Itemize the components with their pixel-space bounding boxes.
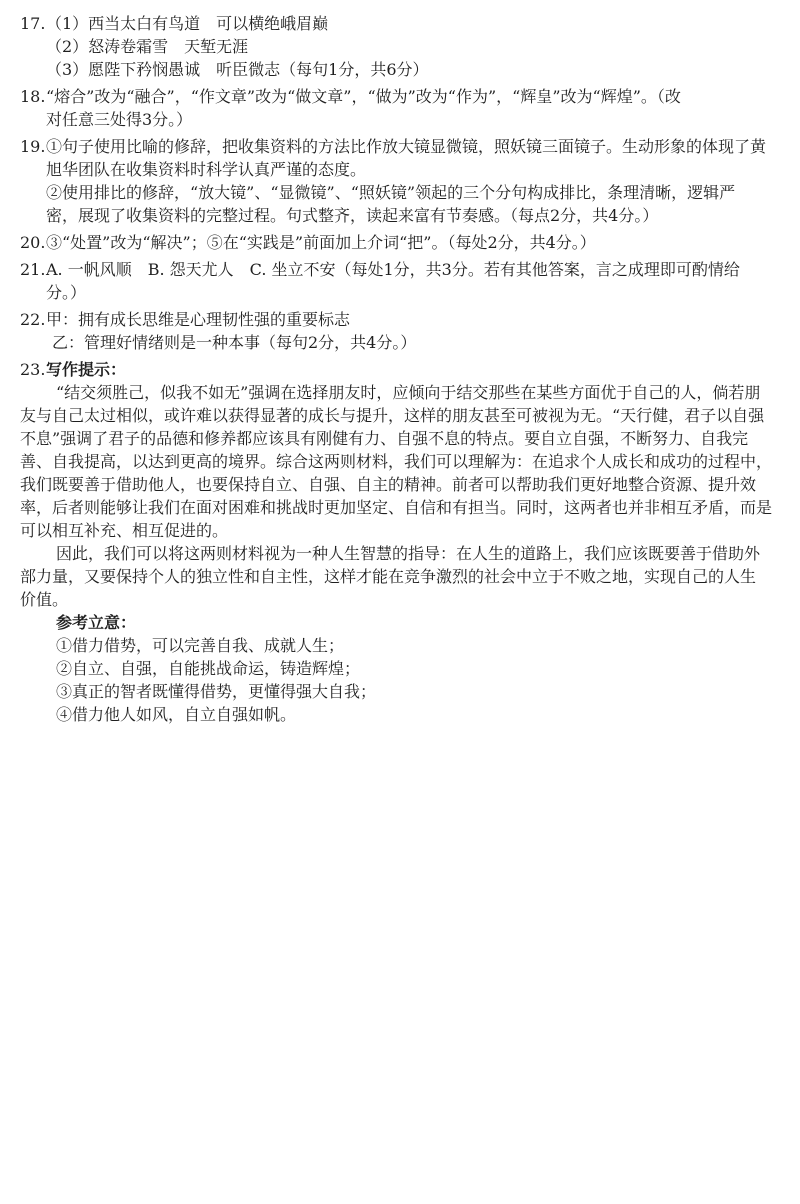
q23-reference-item-1: ①借力借势，可以完善自我、成就人生； <box>56 636 345 655</box>
q21-line-2 <box>20 281 778 304</box>
q23-p2-text-1: 因此，我们可以将这两则材料视为一种人生智慧的指导：在人生的道路上，我们应该既要善于借助外 <box>56 544 761 563</box>
q20-line-1 <box>20 231 778 254</box>
q23-p1-line-1 <box>20 381 778 404</box>
q23-p2-text-2: 部力量，又要保持个人的独立性和自主性，这样才能在竞争激烈的社会中立于不败之地，实现自己的人生 <box>20 567 757 586</box>
q23-heading: 写作提示： <box>46 360 127 379</box>
q20-number: 20. <box>20 233 46 252</box>
q23-reference-line-3 <box>20 680 778 703</box>
q19-line-1 <box>20 135 778 158</box>
q18-line-2 <box>20 108 778 131</box>
q23-p1-text-5: 我们既要善于借助他人，也要保持自立、自强、自主的精神。前者可以帮助我们更好地整合资源、提升效 <box>20 475 757 494</box>
q23-p1-line-6 <box>20 496 778 519</box>
q23-reference-heading: 参考立意： <box>56 613 137 632</box>
q21-line-1 <box>20 258 778 281</box>
q22-line-2 <box>20 331 778 354</box>
q18-text-1: “熔合”改为“融合”，“作文章”改为“做文章”，“做为”改为“作为”，“辉皇”改为“辉煌”。（改 <box>46 87 681 106</box>
q23-p1-text-2: 友与自己太过相似，或许难以获得显著的成长与提升，这样的朋友甚至可被视为无。“天行健，君子以自强 <box>20 406 765 425</box>
q17-line-2 <box>20 35 778 58</box>
q23-p1-text-7: 可以相互补充、相互促进的。 <box>20 521 229 540</box>
q19-text-2: 旭华团队在收集资料时科学认真严谨的态度。 <box>46 160 367 179</box>
q22-text-1: 甲：拥有成长思维是心理韧性强的重要标志 <box>46 310 351 329</box>
q17-item-3: （3）愿陛下矜悯愚诚 听臣微志（每句1分，共6分） <box>46 60 429 79</box>
q23-reference-item-3: ③真正的智者既懂得借势，更懂得强大自我； <box>56 682 377 701</box>
q23-p2-line-2 <box>20 565 778 588</box>
q23-reference-line-4 <box>20 703 778 726</box>
q23-reference-line-2 <box>20 657 778 680</box>
q23-p1-line-3 <box>20 427 778 450</box>
q17-line-3 <box>20 58 778 81</box>
q23-p1-line-4 <box>20 450 778 473</box>
q18-line-1 <box>20 85 778 108</box>
q22-text-2: 乙：管理好情绪则是一种本事（每句2分，共4分。） <box>52 333 417 352</box>
q17-line-1 <box>20 12 778 35</box>
q21-number: 21. <box>20 260 46 279</box>
q23-reference-line-1 <box>20 634 778 657</box>
q23-heading-line <box>20 358 778 381</box>
q23-p1-line-2 <box>20 404 778 427</box>
q21-text-1: A. 一帆风顺 B. 怨天尤人 C. 坐立不安（每处1分，共3分。若有其他答案，言之成理即可酌情给 <box>46 260 740 279</box>
q22-number: 22. <box>20 310 46 329</box>
q21-text-2: 分。） <box>46 283 87 302</box>
q23-p1-line-7 <box>20 519 778 542</box>
q20-text: ③“处置”改为“解决”；⑤在“实践是”前面加上介词“把”。（每处2分，共4分。） <box>46 233 596 252</box>
q19-text-4: 密，展现了收集资料的完整过程。句式整齐，读起来富有节奏感。（每点2分，共4分。） <box>46 206 659 225</box>
q19-line-2 <box>20 158 778 181</box>
q23-p2-line-1 <box>20 542 778 565</box>
q17-item-1: （1）西当太白有鸟道 可以横绝峨眉巅 <box>46 14 329 33</box>
q17-item-2: （2）怒涛卷霜雪 天堑无涯 <box>46 37 249 56</box>
q19-line-3 <box>20 181 778 204</box>
q23-reference-item-4: ④借力他人如风，自立自强如帆。 <box>56 705 297 724</box>
q17-number: 17. <box>20 14 46 33</box>
q18-number: 18. <box>20 87 46 106</box>
q23-p2-text-3: 价值。 <box>20 590 69 609</box>
q23-p2-line-3 <box>20 588 778 611</box>
q19-text-3: ②使用排比的修辞，“放大镜”、“显微镜”、“照妖镜”领起的三个分句构成排比，条理清晰，逻辑严 <box>46 183 736 202</box>
q23-p1-text-1: “结交须胜己，似我不如无”强调在选择朋友时，应倾向于结交那些在某些方面优于自己的人，倘若朋 <box>56 383 761 402</box>
q23-reference-item-2: ②自立、自强，自能挑战命运，铸造辉煌； <box>56 659 361 678</box>
q19-line-4 <box>20 204 778 227</box>
q23-p1-line-5 <box>20 473 778 496</box>
q18-text-2: 对任意三处得3分。） <box>46 110 193 129</box>
q23-p1-text-4: 善、自我提高，以达到更高的境界。综合这两则材料，我们可以理解为：在追求个人成长和成功的过程中， <box>20 452 773 471</box>
q23-p1-text-6: 率，后者则能够让我们在面对困难和挑战时更加坚定、自信和有担当。同时，这两者也并非相互矛盾，而是 <box>20 498 773 517</box>
q19-text-1: ①句子使用比喻的修辞，把收集资料的方法比作放大镜显微镜，照妖镜三面镜子。生动形象的体现了黄 <box>46 137 767 156</box>
q19-number: 19. <box>20 137 46 156</box>
q22-line-1 <box>20 308 778 331</box>
q23-reference-heading-line <box>20 611 778 634</box>
q23-number: 23. <box>20 360 46 379</box>
q23-p1-text-3: 不息”强调了君子的品德和修养都应该具有刚健有力、自强不息的特点。要自立自强，不断努力、自我完 <box>20 429 749 448</box>
